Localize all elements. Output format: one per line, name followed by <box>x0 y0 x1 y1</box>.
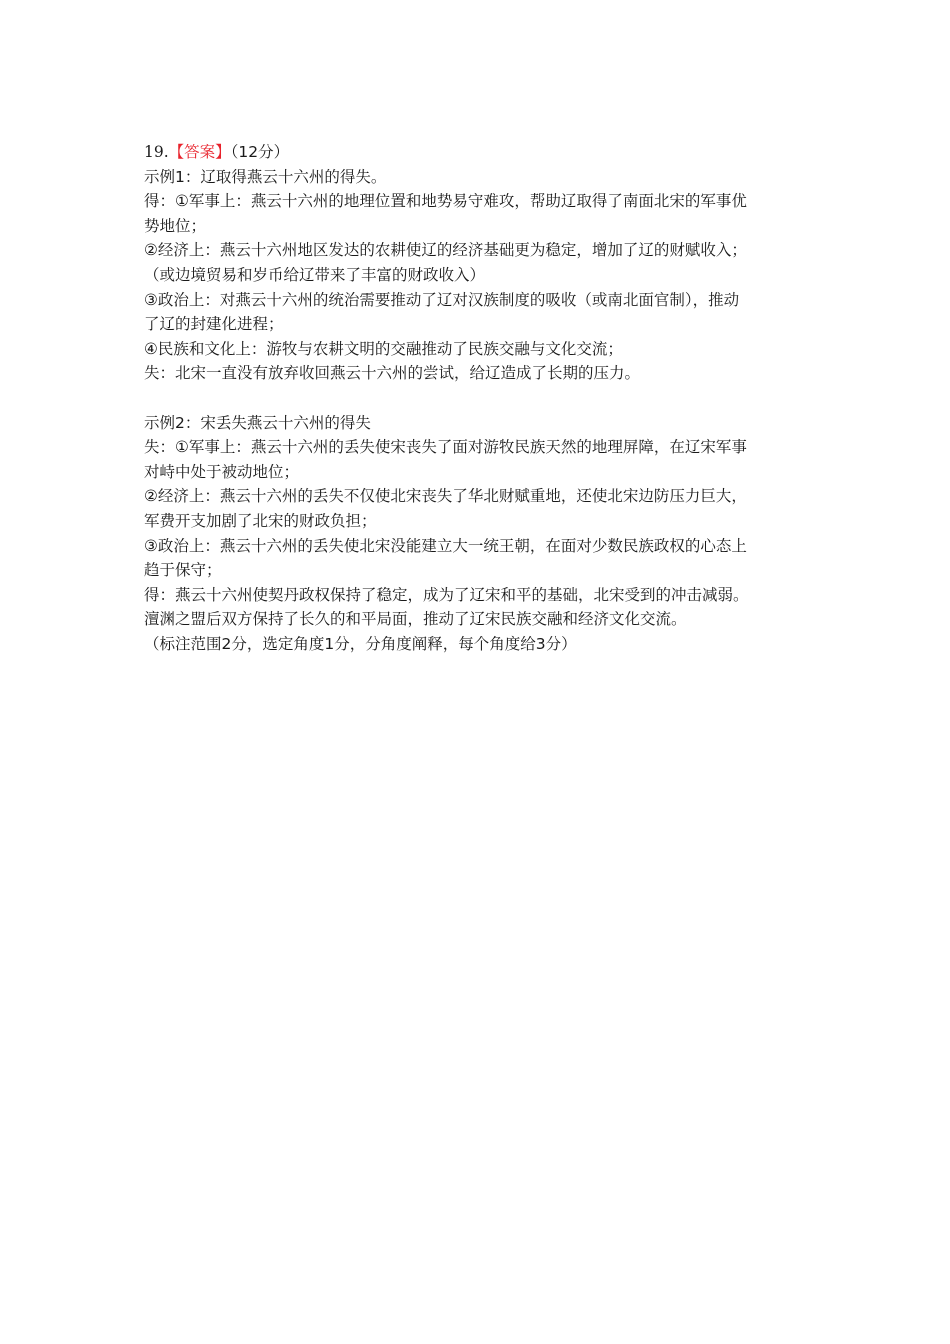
example1-line: 了辽的封建化进程； <box>144 315 284 334</box>
example2-line: 军费开支加剧了北宋的财政负担； <box>144 511 377 530</box>
example2-line: ③政治上：燕云十六州的丢失使北宋没能建立大一统王朝，在面对少数民族政权的心态上 <box>144 536 747 555</box>
example1-line: ②经济上：燕云十六州地区发达的农耕使辽的经济基础更为稳定，增加了辽的财赋收入； <box>144 241 747 260</box>
section-spacer <box>144 386 812 411</box>
example1-line: 失：北宋一直没有放弃收回燕云十六州的尝试，给辽造成了长期的压力。 <box>144 364 641 383</box>
answer-header <box>144 140 812 165</box>
question-number: 19. <box>144 143 169 161</box>
example1-line: ③政治上：对燕云十六州的统治需要推动了辽对汉族制度的吸收（或南北面官制），推动 <box>144 290 740 309</box>
answer-tag: 【答案】 <box>168 143 231 161</box>
score-label: （12分） <box>230 143 290 161</box>
example2-line: 澶渊之盟后双方保持了长久的和平局面，推动了辽宋民族交融和经济文化交流。 <box>144 610 687 629</box>
scoring-note: （标注范围2分，选定角度1分，分角度阐释，每个角度给3分） <box>144 634 577 653</box>
example2-line: 失：①军事上：燕云十六州的丢失使宋丧失了面对游牧民族天然的地理屏障，在辽宋军事 <box>144 438 747 457</box>
example1-line: （或边境贸易和岁币给辽带来了丰富的财政收入） <box>144 265 486 284</box>
example1-line: 势地位； <box>144 216 207 235</box>
example2-line: 对峙中处于被动地位； <box>144 462 300 481</box>
example2-line: 趋于保守； <box>144 561 222 580</box>
example1-title: 示例1：辽取得燕云十六州的得失。 <box>144 167 387 186</box>
example2-title: 示例2：宋丢失燕云十六州的得失 <box>144 413 371 432</box>
example1-line: ④民族和文化上：游牧与农耕文明的交融推动了民族交融与文化交流； <box>144 339 623 358</box>
answer-document <box>144 140 812 656</box>
example2-line: ②经济上：燕云十六州的丢失不仅使北宋丧失了华北财赋重地，还使北宋边防压力巨大， <box>144 487 747 506</box>
example1-line: 得：①军事上：燕云十六州的地理位置和地势易守难攻，帮助辽取得了南面北宋的军事优 <box>144 192 747 211</box>
example2-line: 得：燕云十六州使契丹政权保持了稳定，成为了辽宋和平的基础，北宋受到的冲击减弱。 <box>144 585 749 604</box>
